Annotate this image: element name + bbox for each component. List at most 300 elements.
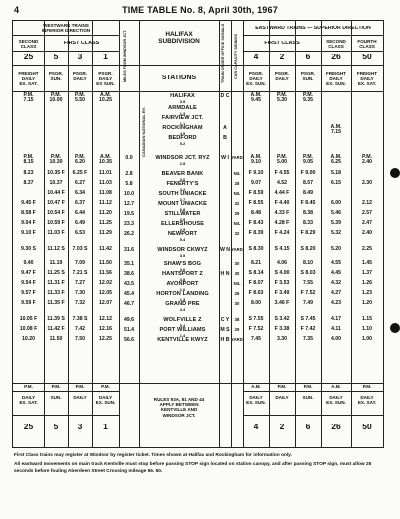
eastward-time: 4.00 bbox=[330, 336, 342, 342]
stations-label: STATIONS bbox=[161, 75, 197, 81]
westward-time: 10.20 bbox=[22, 336, 35, 342]
station-distance: 6.8 bbox=[179, 207, 186, 212]
station-name: FENERTY'S bbox=[166, 181, 199, 187]
westward-time: 9.59 F bbox=[21, 300, 36, 306]
rule bbox=[243, 51, 383, 52]
westward-time: 7.09 bbox=[74, 260, 86, 266]
station-name: ARMDALE bbox=[168, 105, 197, 111]
station-name: PORT WILLIAMS bbox=[159, 327, 206, 333]
eastward-time: S 8.03 bbox=[300, 270, 316, 276]
westward-time: 10.35 F bbox=[47, 170, 65, 176]
westward-time: 6.25 F bbox=[72, 170, 88, 176]
westward-time: P.M. 5.50 bbox=[74, 92, 86, 103]
station-distance: 3.4 bbox=[179, 307, 186, 312]
eastward-time: F 4.24 bbox=[274, 230, 290, 236]
westward-time: 11.31 F bbox=[47, 280, 65, 286]
eastward-time: 2.25 bbox=[361, 246, 373, 252]
eastward-time: 5.20 bbox=[330, 246, 342, 252]
westward-time: 11.08 bbox=[99, 190, 112, 196]
eastward-time: 1.26 bbox=[361, 280, 373, 286]
train-order-signal: M S bbox=[220, 327, 230, 333]
eastward-time: 8.21 bbox=[250, 260, 262, 266]
eastward-time: S 4.15 bbox=[274, 246, 290, 252]
footer-days: DAILY EX. SAT. bbox=[357, 395, 377, 406]
eastward-time: P.M. 5.00 bbox=[276, 154, 288, 165]
side-note: CANADIAN NATIONAL RY. bbox=[141, 107, 146, 157]
station-distance: 3.5 bbox=[179, 99, 186, 104]
eastward-time: F 7.52 bbox=[248, 326, 264, 332]
station-name: STILLWATER bbox=[164, 211, 201, 217]
eastward-time: 6.15 bbox=[330, 180, 342, 186]
station-distance: 5.4 bbox=[179, 237, 186, 242]
subdivision-title: HALIFAX SUBDIVISION bbox=[158, 31, 200, 46]
train-3-west: 3 bbox=[77, 54, 83, 60]
eastward-time: F 8.03 bbox=[248, 290, 264, 296]
westward-time: 6.37 bbox=[74, 200, 86, 206]
eastward-time: F 9.10 bbox=[248, 170, 264, 176]
westward-first-class: FIRST CLASS bbox=[63, 41, 100, 46]
westward-time: 11.20 bbox=[99, 210, 112, 216]
westward-time: 8.37 bbox=[23, 180, 34, 186]
eastward-time: A.M. 6.25 bbox=[330, 154, 342, 165]
eastward-time: 4.45 bbox=[330, 270, 342, 276]
westward-time: P.M. 8.15 bbox=[23, 154, 34, 165]
train-type: FREIGHT DAILY EX. SUN. bbox=[325, 71, 347, 87]
westward-time: 11.01 bbox=[99, 170, 112, 176]
station-name: KENTVILLE KWYZ bbox=[157, 337, 208, 343]
footer-days: DAILY EX. SUN. bbox=[246, 395, 266, 406]
table-row bbox=[13, 247, 383, 257]
footer-days: SUN. bbox=[302, 395, 314, 400]
station-distance: 3.6 bbox=[179, 267, 186, 272]
westward-time: 11.50 bbox=[49, 336, 63, 342]
station-distance: 4.5 bbox=[179, 131, 186, 136]
footer-days: DAILY EX. SUN. bbox=[326, 395, 346, 406]
train-order-signal: H B bbox=[220, 337, 230, 343]
station-name: BEDFORD bbox=[168, 135, 197, 141]
train-26-east: 26 bbox=[331, 54, 341, 60]
eastward-time: 5.39 bbox=[330, 220, 342, 226]
westward-title: WESTWARD TRAINS INFERIOR DIRECTION bbox=[41, 23, 91, 34]
station-cell bbox=[146, 231, 219, 242]
westward-time: 12.02 bbox=[99, 280, 112, 286]
station-name: GRAND PRE bbox=[165, 301, 200, 307]
eastward-time: F 8.29 bbox=[300, 230, 316, 236]
westward-time: 7.30 bbox=[74, 290, 86, 296]
eastward-time: S 7.45 bbox=[300, 316, 316, 322]
rules-note: RULES 93A, 81 AND 44 APPLY BETWEEN KENTVILLE AND WINDSOR JCT. bbox=[153, 397, 205, 418]
westward-time: 10.37 bbox=[49, 180, 63, 186]
eastward-time: 7.55 bbox=[302, 280, 314, 286]
train-order-signal: A bbox=[223, 125, 227, 131]
eastward-time: P.M. 9.05 bbox=[302, 154, 314, 165]
table-row bbox=[13, 135, 383, 145]
eastward-time: 8.49 bbox=[302, 190, 314, 196]
train-2-east: 2 bbox=[279, 54, 285, 60]
station-name: HANTSPORT Z bbox=[162, 271, 203, 277]
train-25-west: 25 bbox=[23, 54, 34, 60]
eastward-fourth-class: FOURTH CLASS bbox=[357, 39, 377, 50]
eastward-time: 4.17 bbox=[330, 316, 342, 322]
siding-capacity: YARD bbox=[231, 247, 243, 252]
westward-time: 10.54 F bbox=[47, 210, 65, 216]
mileage: 31.6 bbox=[123, 247, 135, 253]
station-cell bbox=[146, 93, 219, 104]
station-distance: 3.9 bbox=[179, 217, 186, 222]
westward-time: P.M. 7.15 bbox=[23, 92, 34, 103]
train-order-signal: W I bbox=[221, 155, 229, 161]
westward-time: 11.33 F bbox=[47, 290, 65, 296]
westward-time: P.M. 6.20 bbox=[74, 154, 86, 165]
westward-time: 11.29 bbox=[99, 230, 112, 236]
westward-time: P.M. 10.30 bbox=[49, 154, 63, 165]
eastward-time: S 4.00 bbox=[274, 270, 290, 276]
westward-time: 10.44 F bbox=[47, 190, 65, 196]
eastward-time: 5.46 bbox=[330, 210, 342, 216]
westward-time: 11.19 bbox=[49, 260, 63, 266]
station-cell bbox=[146, 337, 219, 343]
westward-time: 11.12 S bbox=[47, 246, 65, 252]
westward-time: 10.05 F bbox=[19, 316, 38, 322]
westward-time: 7.38 S bbox=[72, 316, 88, 322]
station-name: BEAVER BANK bbox=[161, 171, 204, 177]
table-row bbox=[13, 105, 383, 115]
eastward-time: 1.23 bbox=[361, 290, 373, 296]
westward-time: 11.50 bbox=[99, 260, 112, 266]
footer-train-number: 5 bbox=[53, 424, 59, 430]
westward-time: 7.03 S bbox=[72, 246, 88, 252]
eastward-second-class: SECOND CLASS bbox=[326, 39, 346, 50]
mileage: 0.0 bbox=[125, 155, 133, 161]
eastward-time: 4.55 bbox=[330, 260, 342, 266]
footer-ampm: A.M. bbox=[251, 384, 261, 389]
station-distance: 4.2 bbox=[179, 187, 186, 192]
eastward-time: 5.32 bbox=[330, 230, 342, 236]
westward-time: 11.03 F bbox=[47, 230, 65, 236]
westward-time: 11.35 F bbox=[47, 300, 65, 306]
train-type: PSGR. DAILY EX. SUN. bbox=[246, 71, 266, 87]
train-type: FREIGHT DAILY EX. SAT. bbox=[18, 71, 39, 87]
eastward-time: 4.52 bbox=[276, 180, 288, 186]
siding-capacity: NIL bbox=[233, 171, 241, 176]
station-name: WINDSOR CKWYZ bbox=[157, 247, 208, 253]
station-distance: 2.7 bbox=[179, 197, 186, 202]
eastward-time: 2.47 bbox=[361, 220, 373, 226]
eastward-time: 8.48 bbox=[250, 210, 262, 216]
eastward-time: 1.37 bbox=[361, 270, 373, 276]
footer-ampm: P.M. bbox=[75, 384, 85, 389]
westward-time: 9.04 F bbox=[21, 220, 36, 226]
mileage: 23.3 bbox=[123, 221, 135, 227]
westward-time: 11.25 S bbox=[47, 270, 65, 276]
station-name: SOUTH UNIACKE bbox=[158, 191, 207, 197]
westward-time: 12.07 bbox=[99, 300, 112, 306]
footer-train-number: 4 bbox=[253, 424, 259, 430]
eastward-time: 1.45 bbox=[361, 260, 373, 266]
siding-capacity: 38 bbox=[234, 317, 240, 322]
westward-time: 11.42 F bbox=[47, 326, 65, 332]
eastward-time: 7.35 bbox=[302, 336, 314, 342]
westward-time: 11.25 bbox=[99, 220, 112, 226]
rule bbox=[243, 35, 383, 36]
westward-time: 7.42 bbox=[74, 326, 86, 332]
train-4-east: 4 bbox=[253, 54, 259, 60]
siding-capacity: 28 bbox=[234, 181, 240, 186]
eastward-time: 1.15 bbox=[361, 316, 373, 322]
westward-second-class: SECOND CLASS bbox=[18, 39, 39, 50]
station-distance: 3.0 bbox=[179, 177, 186, 182]
station-distance: 4.8 bbox=[179, 277, 186, 282]
westward-time: 7.27 bbox=[74, 280, 86, 286]
westward-time: 10.47 F bbox=[47, 200, 65, 206]
westward-time: 6.34 bbox=[74, 190, 86, 196]
westward-time: 9.57 F bbox=[21, 290, 36, 296]
eastward-time: 1.20 bbox=[361, 300, 373, 306]
westward-time: 9.10 F bbox=[21, 230, 36, 236]
siding-capacity: 29 bbox=[234, 327, 240, 332]
westward-time: 11.42 bbox=[99, 246, 112, 252]
westward-time: 9.54 F bbox=[21, 280, 36, 286]
page-title: TIME TABLE No. 8, April 30th, 1967 bbox=[122, 5, 278, 15]
eastward-time: F 8.39 bbox=[248, 230, 264, 236]
westward-time: 10.59 F bbox=[47, 220, 65, 226]
station-name: WINDSOR JCT. RYZ bbox=[155, 155, 210, 161]
table-row bbox=[13, 221, 383, 231]
mileage: 10.0 bbox=[123, 191, 135, 197]
eastward-time: F 3.38 bbox=[274, 326, 290, 332]
eastward-time: 1.00 bbox=[361, 336, 373, 342]
mileage: 49.6 bbox=[123, 317, 135, 323]
westward-time: 6.27 bbox=[74, 180, 86, 186]
westward-time: 9.40 bbox=[23, 260, 34, 266]
eastward-time: F 8.07 bbox=[248, 280, 264, 286]
eastward-time: F 4.55 bbox=[274, 170, 290, 176]
train-50-east: 50 bbox=[362, 54, 372, 60]
miles-label: MILES FROM WINDSOR JCT. bbox=[123, 29, 127, 83]
footer-train-number: 26 bbox=[331, 424, 341, 430]
eastward-time: 8.00 bbox=[250, 300, 262, 306]
eastward-time: 4.32 bbox=[330, 280, 342, 286]
eastward-time: 4.44 F bbox=[274, 190, 290, 196]
table-row bbox=[13, 201, 383, 211]
eastward-time: S 8.14 bbox=[248, 270, 264, 276]
rule bbox=[243, 391, 383, 392]
footer-train-number: 6 bbox=[305, 424, 311, 430]
note-register: First Class trains may register at Windsor by register ticket. Times shown at Halifax and Rockingham for information only. bbox=[14, 453, 292, 458]
eastward-time: 8.10 bbox=[302, 260, 314, 266]
westward-time: 9.45 F bbox=[21, 200, 36, 206]
eastward-first-class: FIRST CLASS bbox=[264, 41, 300, 46]
table-row bbox=[13, 337, 383, 347]
train-type: PSGR. SUN. bbox=[48, 71, 64, 82]
westward-time: 11.39 S bbox=[47, 316, 65, 322]
rule bbox=[243, 415, 383, 416]
westward-time: 8.23 bbox=[23, 170, 34, 176]
westward-time: 6.44 bbox=[74, 210, 86, 216]
binder-hole bbox=[390, 168, 400, 178]
table-row bbox=[13, 231, 383, 241]
eastward-time: S 8.20 bbox=[300, 246, 316, 252]
train-order-signal: W N bbox=[219, 247, 231, 253]
eastward-time: F 8.55 bbox=[248, 200, 264, 206]
eastward-time: S 7.55 bbox=[248, 316, 264, 322]
table-row bbox=[13, 155, 383, 165]
train-5-west: 5 bbox=[53, 54, 59, 60]
westward-time: 11.56 bbox=[99, 270, 112, 276]
table-row bbox=[13, 317, 383, 327]
table-row bbox=[13, 211, 383, 221]
note-stop-sign: All eastward movements on main track Kentville must stop before passing STOP sign located on station canopy, and after passing STOP sign, must allow 25 seconds before fouling Aberdeen Street Crossing mileage 56. 60. bbox=[14, 462, 372, 474]
eastward-time: 8.33 bbox=[302, 220, 314, 226]
westward-time: 11.12 bbox=[99, 200, 112, 206]
station-name: AVONPORT bbox=[166, 281, 199, 287]
siding-capacity: YARD bbox=[231, 337, 243, 342]
westward-time: 12.25 bbox=[99, 336, 112, 342]
rule bbox=[13, 391, 119, 392]
eastward-time: 4.06 bbox=[276, 260, 288, 266]
footer-ampm: P.M. bbox=[362, 384, 372, 389]
train-order-signal: B bbox=[223, 135, 227, 141]
westward-time: 7.21 S bbox=[72, 270, 88, 276]
table-row bbox=[13, 327, 383, 337]
table-row bbox=[13, 261, 383, 271]
station-distance: 1.0 bbox=[179, 287, 186, 292]
station-name: SHAW'S BOG bbox=[163, 261, 202, 267]
footer-days: DAILY bbox=[275, 395, 289, 400]
siding-capacity: 30 bbox=[234, 271, 240, 276]
station-name: MOUNT UNIACKE bbox=[158, 201, 207, 207]
footer-train-number: 3 bbox=[77, 424, 83, 430]
train-order-signal: C Y bbox=[220, 317, 230, 323]
footer-train-number: 50 bbox=[362, 424, 372, 430]
footer-ampm: P.M. bbox=[101, 384, 110, 389]
footer-train-number: 1 bbox=[103, 424, 108, 430]
westward-time: 12.05 bbox=[99, 290, 112, 296]
eastward-time: 4.33 F bbox=[274, 210, 290, 216]
station-distance: 3.5 bbox=[179, 253, 186, 258]
footer-train-number: 2 bbox=[279, 424, 285, 430]
westward-time: A.M. 10.25 bbox=[99, 92, 112, 103]
siding-capacity: 26 bbox=[234, 291, 240, 296]
siding-capacity: NIL bbox=[233, 221, 241, 226]
train-1-west: 1 bbox=[103, 54, 108, 60]
westward-time: 6.49 bbox=[74, 220, 86, 226]
mileage: 35.1 bbox=[123, 261, 135, 267]
eastward-time: 2.40 bbox=[361, 230, 373, 236]
station-name: HORTON LANDING bbox=[156, 291, 209, 297]
notes bbox=[14, 453, 386, 475]
eastward-time: 4.27 bbox=[330, 290, 342, 296]
footer-days: DAILY bbox=[73, 395, 87, 400]
eastward-time: 6.00 bbox=[330, 200, 342, 206]
binder-hole bbox=[390, 323, 400, 333]
westward-time: 7.50 bbox=[74, 336, 86, 342]
mileage: 51.4 bbox=[123, 327, 135, 333]
mileage: 26.2 bbox=[123, 231, 135, 237]
footer-ampm: P.M. bbox=[303, 384, 313, 389]
mileage: 5.8 bbox=[125, 181, 133, 187]
station-distance: 1.4 bbox=[179, 333, 186, 338]
table-row bbox=[13, 191, 383, 201]
westward-time: 9.47 F bbox=[21, 270, 36, 276]
eastward-time: 2.12 bbox=[361, 200, 373, 206]
mileage: 43.5 bbox=[123, 281, 135, 287]
table-row bbox=[13, 271, 383, 281]
eastward-time: F 7.42 bbox=[300, 326, 316, 332]
eastward-time: 8.38 bbox=[302, 210, 314, 216]
eastward-title: EASTWARD TRAINS — SUPERIOR DIRECTION bbox=[255, 26, 371, 31]
train-type: PSGR. DAILY bbox=[274, 71, 290, 82]
station-cell bbox=[146, 155, 219, 166]
eastward-time: S 8.30 bbox=[248, 246, 264, 252]
train-6-east: 6 bbox=[305, 54, 311, 60]
rule bbox=[13, 91, 383, 92]
train-type: PSGR. DAILY bbox=[72, 71, 88, 82]
eastward-time: 9.07 bbox=[250, 180, 262, 186]
footer-ampm: P.M. bbox=[277, 384, 287, 389]
page-number: 4 bbox=[14, 5, 20, 15]
footer-ampm: P.M. bbox=[51, 384, 61, 389]
mileage: 45.4 bbox=[123, 291, 135, 297]
station-name: WOLFVILLE Z bbox=[163, 317, 202, 323]
table-row bbox=[13, 125, 383, 135]
eastward-time: A.M. 7.15 bbox=[330, 124, 342, 135]
mileage: 38.6 bbox=[123, 271, 135, 277]
siding-capacity: 32 bbox=[234, 201, 240, 206]
station-name: HALIFAX bbox=[170, 93, 195, 99]
station-distance: 2.9 bbox=[179, 227, 186, 232]
siding-capacity: 30 bbox=[234, 261, 240, 266]
siding-capacity: YARD bbox=[231, 155, 243, 160]
station-distance: 1.3 bbox=[179, 297, 186, 302]
westward-time: 9.30 S bbox=[21, 246, 36, 252]
mileage: 46.7 bbox=[123, 301, 135, 307]
train-order-signal: D C bbox=[220, 93, 230, 99]
eastward-time: 3.30 bbox=[276, 336, 288, 342]
mileage: 12.7 bbox=[123, 201, 135, 207]
eastward-time: P.M. 2.40 bbox=[361, 154, 373, 165]
eastward-time: P.M. 5.30 bbox=[276, 92, 288, 103]
table-row bbox=[13, 171, 383, 181]
eastward-time: P.M. 9.35 bbox=[302, 92, 314, 103]
mileage: 2.8 bbox=[125, 171, 133, 177]
table-row bbox=[13, 115, 383, 125]
table-row bbox=[13, 93, 383, 103]
eastward-time: 7.49 bbox=[302, 300, 314, 306]
station-cell bbox=[146, 135, 219, 146]
eastward-time: F 4.40 bbox=[274, 200, 290, 206]
eastward-time: 4.23 bbox=[330, 300, 342, 306]
footer-days: DAILY EX. SUN. bbox=[95, 395, 116, 406]
station-name: FAIRVIEW JCT. bbox=[161, 115, 204, 121]
footer-days: DAILY EX. SAT. bbox=[19, 395, 38, 406]
westward-time: A.M. 10.35 bbox=[99, 154, 112, 165]
table-row bbox=[13, 291, 383, 301]
eastward-time: A.M. 9.45 bbox=[250, 92, 262, 103]
eastward-time: 3.46 F bbox=[274, 300, 290, 306]
westward-time: 11.03 bbox=[99, 180, 112, 186]
station-cell bbox=[146, 247, 219, 258]
siding-capacity: 32 bbox=[234, 231, 240, 236]
station-distance: 5.4 bbox=[179, 323, 186, 328]
mileage: 19.5 bbox=[123, 211, 135, 217]
eastward-time: F 8.59 bbox=[248, 190, 264, 196]
train-type: FREIGHT DAILY EX. SAT. bbox=[356, 71, 378, 87]
westward-time: 10.08 F bbox=[19, 326, 38, 332]
westward-time: P.M. 10.00 bbox=[49, 92, 63, 103]
footer-train-number: 25 bbox=[23, 424, 34, 430]
eastward-time: F 8.43 bbox=[248, 220, 264, 226]
